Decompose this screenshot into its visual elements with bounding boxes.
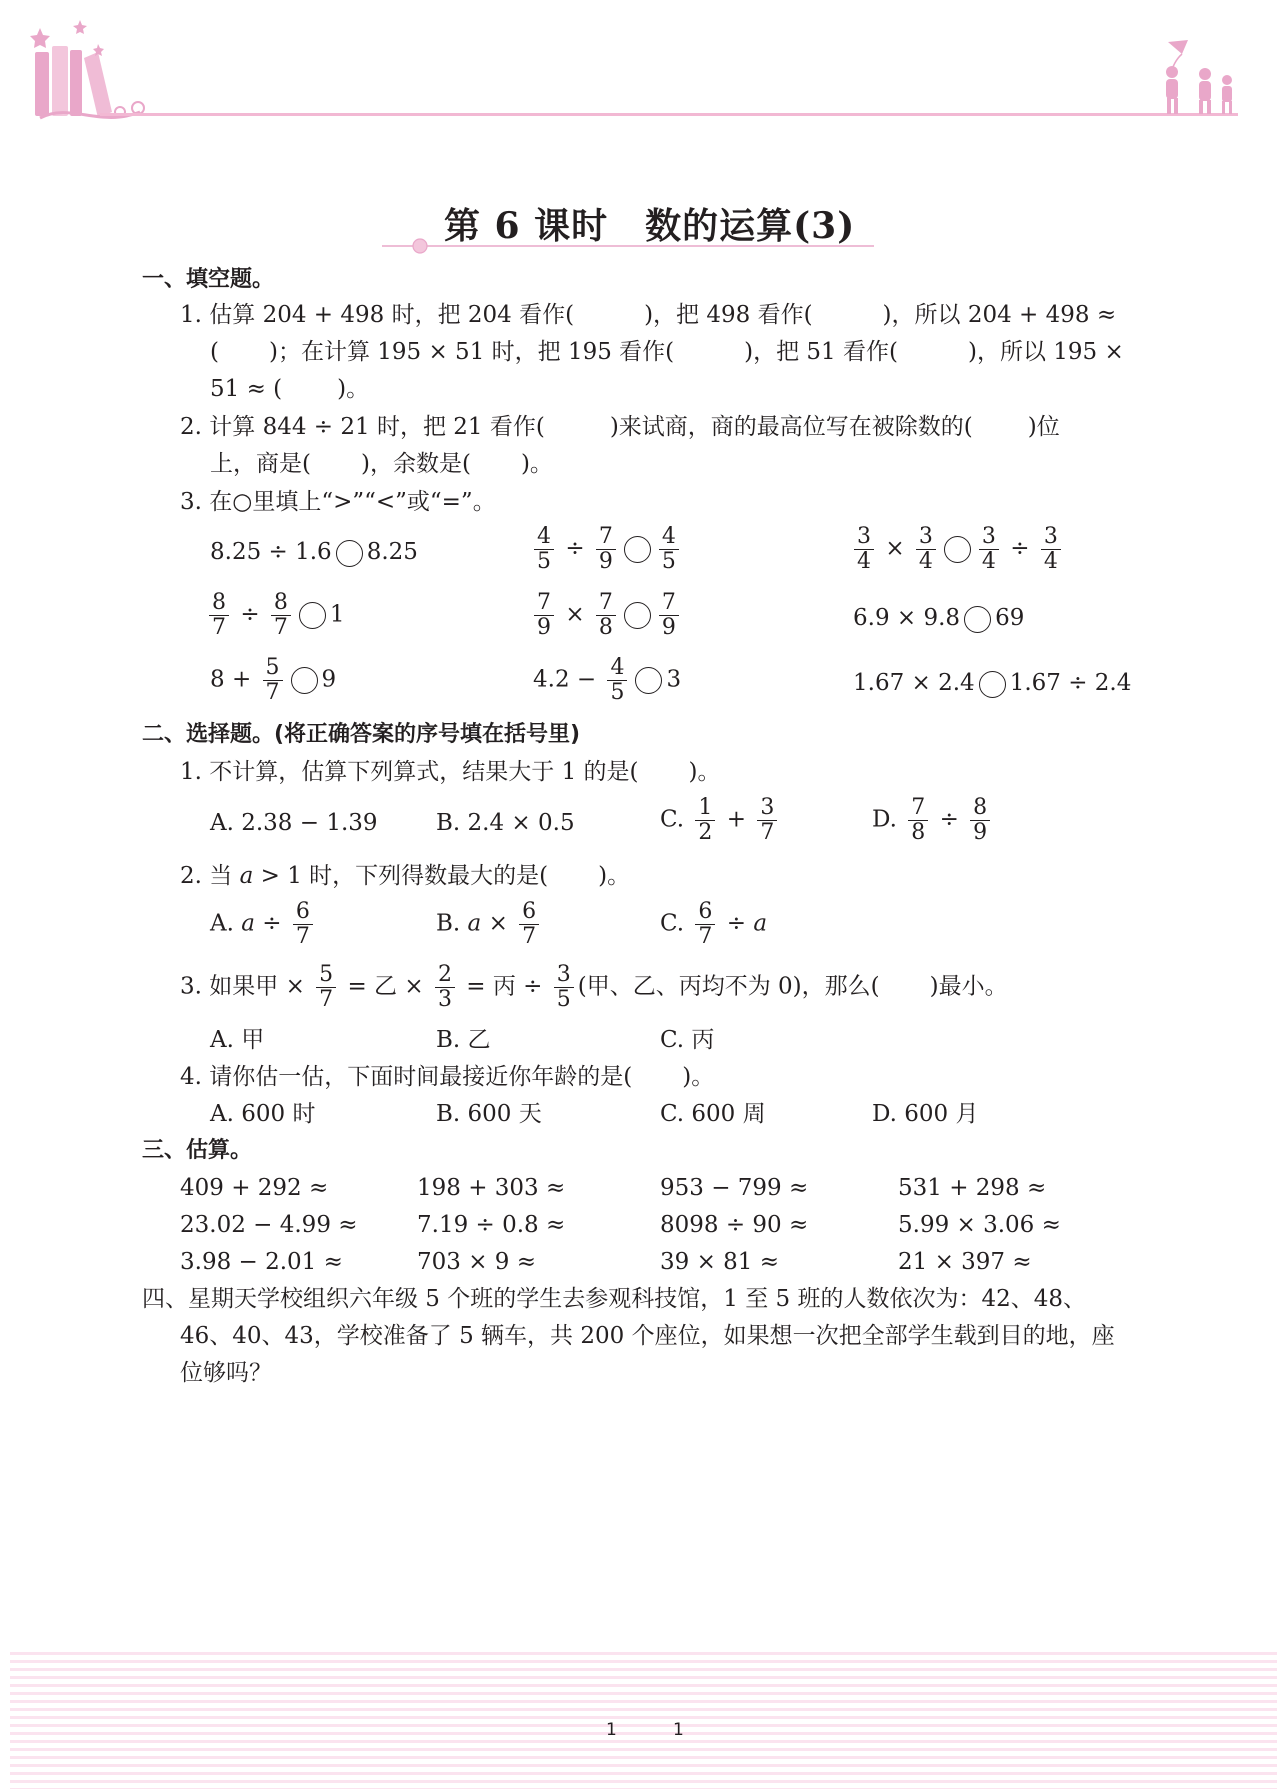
section-4-line1: 四、星期天学校组织六年级 5 个班的学生去参观科技馆，1 至 5 班的人数依次为：42、48、: [142, 1286, 1086, 1312]
compare-r3c2: 4.2 − $\frac{4}{5}$ 3: [533, 655, 682, 705]
estimate-item: 953 − 799 ≈: [660, 1175, 809, 1201]
compare-circle[interactable]: [291, 667, 318, 694]
page-title: 第 6 课时 数的运算(3): [444, 205, 856, 247]
section-3-heading: 三、估算。: [142, 1138, 253, 1163]
title-underline: [378, 236, 878, 256]
page-number-left: 1: [606, 1720, 617, 1740]
q2-3-option-c[interactable]: C. 丙: [660, 1027, 715, 1053]
q2-2-option-b[interactable]: B. a × $\frac{6}{7}$: [436, 900, 543, 949]
footer-band: [10, 1652, 1277, 1789]
q2-4-option-d[interactable]: D. 600 月: [872, 1101, 979, 1127]
compare-circle[interactable]: [336, 540, 363, 567]
compare-circle[interactable]: [299, 602, 326, 629]
q1-1-line3: 51 ≈ ( )。: [210, 376, 370, 402]
q2-3-stem: 3. 如果甲 × $\frac{5}{7}$ = 乙 × $\frac{2}{3}$ = 丙 ÷ $\frac{3}{5}$ (甲、乙、丙均不为 0)，那么( )最小。: [180, 962, 1008, 1012]
section-1-heading: 一、填空题。: [142, 267, 275, 292]
estimate-item: 23.02 − 4.99 ≈: [180, 1212, 358, 1238]
q2-3-option-a[interactable]: A. 甲: [210, 1027, 265, 1053]
q2-2-option-c[interactable]: C. $\frac{6}{7}$ ÷ a: [660, 899, 768, 949]
q2-1-option-a[interactable]: A. 2.38 − 1.39: [210, 810, 378, 836]
compare-circle[interactable]: [635, 667, 662, 694]
compare-circle[interactable]: [944, 536, 971, 563]
books-stars-icon: [30, 20, 144, 118]
compare-r2c1: $\frac{8}{7}$ ÷ $\frac{8}{7}$ 1: [205, 591, 345, 640]
estimate-item: 531 + 298 ≈: [898, 1175, 1047, 1201]
q2-1-option-d[interactable]: D. $\frac{7}{8}$ ÷ $\frac{8}{9}$: [872, 796, 994, 845]
estimate-item: 409 + 292 ≈: [180, 1175, 329, 1201]
q1-2-line2: 上，商是( )，余数是( )。: [210, 451, 553, 477]
q1-3-label: 3. 在○里填上“>”“<”或“=”。: [180, 489, 496, 515]
estimate-item: 8098 ÷ 90 ≈: [660, 1212, 809, 1238]
compare-r1c3: $\frac{3}{4}$ × $\frac{3}{4}$ $\frac{3}{4}$ ÷ $\frac{3}{4}$: [850, 525, 1065, 574]
q2-2-option-a[interactable]: A. a ÷ $\frac{6}{7}$: [210, 900, 317, 949]
q2-3-option-b[interactable]: B. 乙: [436, 1027, 491, 1053]
estimate-item: 5.99 × 3.06 ≈: [898, 1212, 1061, 1238]
estimate-item: 3.98 − 2.01 ≈: [180, 1249, 343, 1275]
q1-2-line1: 2. 计算 844 ÷ 21 时，把 21 看作( )来试商，商的最高位写在被除数的( )位: [180, 414, 1060, 440]
compare-r2c2: $\frac{7}{9}$ × $\frac{7}{8}$ $\frac{7}{9}$: [530, 591, 683, 640]
q2-4-option-c[interactable]: C. 600 周: [660, 1101, 766, 1127]
q1-1-line1: 1. 估算 204 + 498 时，把 204 看作( )，把 498 看作( )，所以 204 + 498 ≈: [180, 302, 1117, 328]
q1-1-line2: ( )；在计算 195 × 51 时，把 195 看作( )，把 51 看作( )，所以 195 ×: [210, 339, 1124, 365]
estimate-item: 21 × 397 ≈: [898, 1249, 1032, 1275]
q2-1-option-c[interactable]: C. $\frac{1}{2}$ + $\frac{3}{7}$: [660, 796, 781, 845]
section-4-line3: 位够吗？: [180, 1360, 272, 1386]
compare-circle[interactable]: [979, 671, 1006, 698]
compare-r2c3: 6.9 × 9.8 69: [853, 605, 1025, 631]
compare-r3c1: 8 + $\frac{5}{7}$ 9: [210, 655, 337, 705]
q2-1-option-b[interactable]: B. 2.4 × 0.5: [436, 810, 575, 836]
q2-4-stem: 4. 请你估一估，下面时间最接近你年龄的是( )。: [180, 1064, 715, 1090]
estimate-item: 39 × 81 ≈: [660, 1249, 780, 1275]
estimate-item: 703 × 9 ≈: [417, 1249, 537, 1275]
section-2-heading: 二、选择题。(将正确答案的序号填在括号里): [142, 722, 581, 747]
kids-kite-icon: [1166, 40, 1232, 114]
compare-r1c1: 8.25 ÷ 1.6 8.25: [210, 539, 418, 565]
page-number-right: 1: [673, 1720, 684, 1740]
compare-circle[interactable]: [964, 606, 991, 633]
header-rule: [100, 113, 1238, 116]
section-4-line2: 46、40、43，学校准备了 5 辆车，共 200 个座位，如果想一次把全部学生载到目的地，座: [180, 1323, 1115, 1349]
estimate-item: 7.19 ÷ 0.8 ≈: [417, 1212, 566, 1238]
compare-r3c3: 1.67 × 2.4 1.67 ÷ 2.4: [853, 670, 1132, 696]
header-decoration: [0, 0, 1287, 140]
compare-circle[interactable]: [624, 536, 651, 563]
q2-2-stem: 2. 当 a > 1 时，下列得数最大的是( )。: [180, 863, 631, 889]
estimate-item: 198 + 303 ≈: [417, 1175, 566, 1201]
q2-4-option-a[interactable]: A. 600 时: [210, 1101, 316, 1127]
q2-4-option-b[interactable]: B. 600 天: [436, 1101, 542, 1127]
compare-r1c2: $\frac{4}{5}$ ÷ $\frac{7}{9}$ $\frac{4}{5}$: [530, 525, 683, 574]
q2-1-stem: 1. 不计算，估算下列算式，结果大于 1 的是( )。: [180, 759, 721, 785]
compare-circle[interactable]: [624, 602, 651, 629]
